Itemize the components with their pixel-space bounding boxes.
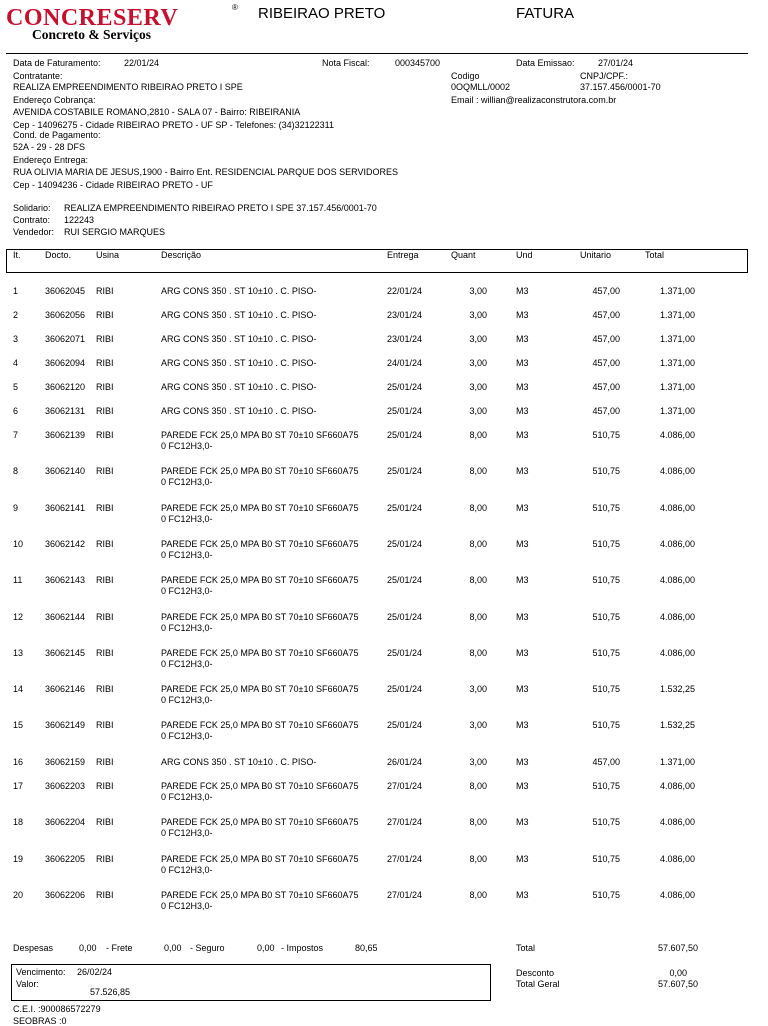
row-entrega: 25/01/24 [387, 502, 423, 513]
row-descricao: ARG CONS 350 . ST 10±10 . C. PISO- [161, 358, 317, 368]
row-und: M3 [516, 889, 529, 900]
row-descricao: PAREDE FCK 25,0 MPA B0 ST 70±10 SF660A75 [161, 611, 359, 622]
row-entrega: 25/01/24 [387, 647, 423, 658]
row-item-number: 20 [13, 889, 24, 900]
vendedor-label: Vendedor: [13, 227, 55, 237]
desconto-value: 0,00 [669, 968, 687, 978]
row-entrega: 25/01/24 [387, 611, 423, 622]
solidario-value: REALIZA EMPREENDIMENTO RIBEIRAO PRETO I SPE 37.157.456/0001-70 [64, 203, 377, 213]
row-quant: 8,00 [469, 502, 487, 513]
row-docto: 36062142 [45, 538, 86, 549]
row-entrega: 27/01/24 [387, 853, 423, 864]
contratante-value: REALIZA EMPREENDIMENTO RIBEIRAO PRETO I SPE [13, 82, 243, 92]
row-unitario: 510,75 [592, 430, 620, 440]
nota-fiscal-value: 000345700 [395, 58, 441, 68]
row-unitario: 510,75 [592, 781, 620, 791]
row-item-number: 12 [13, 611, 24, 622]
row-descricao: PAREDE FCK 25,0 MPA B0 ST 70±10 SF660A75 [161, 684, 359, 695]
nota-fiscal-label: Nota Fiscal: [322, 58, 370, 68]
row-usina: RIBI [96, 502, 114, 513]
cond-pagamento-label: Cond. de Pagamento: [13, 130, 101, 140]
col-header-usina: Usina [96, 250, 120, 260]
row-quant: 3,00 [469, 334, 487, 344]
row-unitario: 457,00 [592, 382, 620, 392]
row-item-number: 11 [13, 575, 23, 586]
row-und: M3 [516, 538, 529, 549]
row-usina: RIBI [96, 358, 114, 368]
row-entrega: 25/01/24 [387, 430, 423, 440]
row-und: M3 [516, 502, 529, 513]
despesas-value: 0,00 [79, 943, 97, 953]
row-quant: 3,00 [469, 358, 487, 368]
row-und: M3 [516, 575, 529, 586]
seguro-label: - Seguro [190, 943, 225, 953]
cnpj-label: CNPJ/CPF.: [580, 71, 629, 81]
row-total: 4.086,00 [659, 781, 695, 791]
row-quant: 8,00 [469, 611, 487, 622]
row-unitario: 457,00 [592, 334, 620, 344]
row-descricao-line2: 0 FC12H3,0- [161, 695, 213, 706]
row-docto: 36062146 [45, 684, 86, 695]
row-total: 1.371,00 [659, 286, 695, 296]
row-usina: RIBI [96, 575, 114, 586]
data-faturamento-value: 22/01/24 [124, 58, 160, 68]
row-unitario: 457,00 [592, 756, 620, 767]
row-usina: RIBI [96, 466, 114, 477]
row-docto: 36062204 [45, 817, 86, 828]
contrato-label: Contrato: [13, 215, 51, 225]
row-docto: 36062071 [45, 334, 86, 344]
contrato-value: 122243 [64, 215, 95, 225]
row-descricao-line2: 0 FC12H3,0- [161, 731, 213, 742]
row-unitario: 510,75 [592, 817, 620, 828]
row-unitario: 510,75 [592, 853, 620, 864]
row-entrega: 25/01/24 [387, 684, 423, 695]
row-item-number: 4 [13, 358, 19, 368]
cep-cobranca: Cep - 14096275 - Cidade RIBEIRAO PRETO - UF SP - Telefones: (34)32122311 [13, 120, 335, 130]
row-und: M3 [516, 310, 529, 320]
cep-entrega: Cep - 14094236 - Cidade RIBEIRAO PRETO - UF [13, 180, 213, 190]
endereco-entrega-label: Endereço Entrega: [13, 155, 89, 165]
row-usina: RIBI [96, 430, 114, 440]
cond-pagamento-value: 52A - 29 - 28 DFS [13, 142, 86, 152]
data-emissao-value: 27/01/24 [598, 58, 634, 68]
row-und: M3 [516, 406, 529, 416]
row-descricao: ARG CONS 350 . ST 10±10 . C. PISO- [161, 382, 317, 392]
despesas-label: Despesas [13, 943, 54, 953]
row-usina: RIBI [96, 286, 114, 296]
row-descricao-line2: 0 FC12H3,0- [161, 622, 213, 633]
cnpj-value: 37.157.456/0001-70 [580, 82, 661, 92]
row-descricao: ARG CONS 350 . ST 10±10 . C. PISO- [161, 406, 317, 416]
row-item-number: 10 [13, 538, 24, 549]
row-entrega: 25/01/24 [387, 466, 423, 477]
row-unitario: 510,75 [592, 466, 620, 477]
row-descricao-line2: 0 FC12H3,0- [161, 549, 213, 560]
row-usina: RIBI [96, 853, 114, 864]
row-descricao-line2: 0 FC12H3,0- [161, 586, 213, 597]
row-entrega: 27/01/24 [387, 817, 423, 828]
row-und: M3 [516, 466, 529, 477]
row-usina: RIBI [96, 889, 114, 900]
row-item-number: 5 [13, 382, 19, 392]
col-header-entrega: Entrega [387, 250, 419, 260]
row-quant: 3,00 [469, 310, 487, 320]
row-total: 4.086,00 [659, 817, 695, 828]
row-descricao: PAREDE FCK 25,0 MPA B0 ST 70±10 SF660A75 [161, 853, 359, 864]
row-item-number: 9 [13, 502, 19, 513]
row-unitario: 457,00 [592, 286, 620, 296]
row-docto: 36062139 [45, 430, 86, 440]
row-descricao: ARG CONS 350 . ST 10±10 . C. PISO- [161, 310, 317, 320]
row-unitario: 457,00 [592, 310, 620, 320]
row-usina: RIBI [96, 406, 114, 416]
row-docto: 36062149 [45, 720, 86, 731]
row-descricao: PAREDE FCK 25,0 MPA B0 ST 70±10 SF660A75 [161, 538, 359, 549]
row-quant: 3,00 [469, 406, 487, 416]
row-quant: 3,00 [469, 684, 487, 695]
seguro-value: 0,00 [257, 943, 275, 953]
row-total: 1.371,00 [659, 334, 695, 344]
row-quant: 8,00 [469, 817, 487, 828]
row-docto: 36062205 [45, 853, 86, 864]
row-descricao: PAREDE FCK 25,0 MPA B0 ST 70±10 SF660A75 [161, 720, 359, 731]
row-item-number: 18 [13, 817, 24, 828]
cei: C.E.I. :900086572279 [13, 1004, 101, 1014]
row-unitario: 457,00 [592, 358, 620, 368]
col-header-und: Und [516, 250, 533, 260]
endereco-cobranca-value: AVENIDA COSTABILE ROMANO,2810 - SALA 07 - Bairro: RIBEIRANIA [13, 107, 301, 117]
row-total: 1.371,00 [659, 756, 695, 767]
row-und: M3 [516, 430, 529, 440]
row-und: M3 [516, 382, 529, 392]
company-logo: CONCRESERV [6, 5, 179, 31]
impostos-value: 80,65 [355, 943, 378, 953]
row-item-number: 13 [13, 647, 24, 658]
row-item-number: 19 [13, 853, 24, 864]
row-entrega: 25/01/24 [387, 382, 423, 392]
row-und: M3 [516, 720, 529, 731]
row-descricao: PAREDE FCK 25,0 MPA B0 ST 70±10 SF660A75 [161, 575, 359, 586]
document-type: FATURA [516, 5, 575, 22]
row-quant: 3,00 [469, 720, 487, 731]
row-total: 1.371,00 [659, 310, 695, 320]
row-descricao-line2: 0 FC12H3,0- [161, 441, 213, 451]
row-item-number: 6 [13, 406, 19, 416]
email: Email : willian@realizaconstrutora.com.br [451, 95, 617, 105]
row-total: 4.086,00 [659, 430, 695, 440]
row-quant: 8,00 [469, 647, 487, 658]
row-und: M3 [516, 334, 529, 344]
data-faturamento-label: Data de Faturamento: [13, 58, 101, 68]
col-header-descricao: Descrição [161, 250, 202, 260]
row-descricao-line2: 0 FC12H3,0- [161, 477, 213, 488]
row-usina: RIBI [96, 817, 114, 828]
col-header-docto: Docto. [45, 250, 72, 260]
row-entrega: 26/01/24 [387, 756, 423, 767]
total-value: 57.607,50 [657, 943, 698, 953]
row-item-number: 3 [13, 334, 19, 344]
seobras: SEOBRAS :0 [13, 1016, 67, 1026]
header-city: RIBEIRAO PRETO [258, 5, 386, 22]
row-und: M3 [516, 853, 529, 864]
row-unitario: 510,75 [592, 720, 620, 731]
row-entrega: 24/01/24 [387, 358, 423, 368]
row-item-number: 1 [13, 286, 19, 296]
col-header-it: It. [13, 250, 21, 260]
row-docto: 36062131 [45, 406, 86, 416]
row-total: 4.086,00 [659, 889, 695, 900]
row-unitario: 510,75 [592, 502, 620, 513]
row-docto: 36062056 [45, 310, 86, 320]
row-usina: RIBI [96, 647, 114, 658]
row-item-number: 8 [13, 466, 19, 477]
row-total: 4.086,00 [659, 466, 695, 477]
row-item-number: 17 [13, 781, 24, 791]
row-und: M3 [516, 817, 529, 828]
row-total: 1.371,00 [659, 358, 695, 368]
row-descricao: PAREDE FCK 25,0 MPA B0 ST 70±10 SF660A75 [161, 817, 359, 828]
row-descricao: PAREDE FCK 25,0 MPA B0 ST 70±10 SF660A75 [161, 502, 359, 513]
row-descricao: PAREDE FCK 25,0 MPA B0 ST 70±10 SF660A75 [161, 781, 359, 791]
row-docto: 36062206 [45, 889, 86, 900]
row-descricao-line2: 0 FC12H3,0- [161, 828, 213, 839]
row-quant: 3,00 [469, 382, 487, 392]
row-entrega: 23/01/24 [387, 310, 423, 320]
valor-label: Valor: [16, 979, 39, 989]
row-und: M3 [516, 647, 529, 658]
row-total: 1.532,25 [659, 684, 695, 695]
vendedor-value: RUI SERGIO MARQUES [64, 227, 166, 237]
row-usina: RIBI [96, 538, 114, 549]
row-descricao: PAREDE FCK 25,0 MPA B0 ST 70±10 SF660A75 [161, 430, 359, 440]
col-header-unitario: Unitario [580, 250, 612, 260]
row-unitario: 510,75 [592, 538, 620, 549]
total-geral-value: 57.607,50 [657, 979, 698, 989]
row-total: 4.086,00 [659, 538, 695, 549]
codigo-value: 0OQMLL/0002 [451, 82, 511, 92]
row-usina: RIBI [96, 720, 114, 731]
row-docto: 36062143 [45, 575, 86, 586]
row-descricao-line2: 0 FC12H3,0- [161, 864, 213, 875]
row-docto: 36062159 [45, 756, 86, 767]
frete-value: 0,00 [164, 943, 182, 953]
row-quant: 8,00 [469, 575, 487, 586]
row-item-number: 14 [13, 684, 24, 695]
total-label: Total [516, 943, 536, 953]
row-total: 4.086,00 [659, 502, 695, 513]
row-entrega: 27/01/24 [387, 889, 423, 900]
row-quant: 8,00 [469, 538, 487, 549]
row-und: M3 [516, 286, 529, 296]
row-docto: 36062203 [45, 781, 86, 791]
row-item-number: 16 [13, 756, 24, 767]
row-entrega: 27/01/24 [387, 781, 423, 791]
total-geral-label: Total Geral [516, 979, 560, 989]
row-descricao: PAREDE FCK 25,0 MPA B0 ST 70±10 SF660A75 [161, 466, 359, 477]
row-descricao-line2: 0 FC12H3,0- [161, 513, 213, 524]
row-descricao: ARG CONS 350 . ST 10±10 . C. PISO- [161, 286, 317, 296]
row-entrega: 25/01/24 [387, 575, 423, 586]
row-quant: 8,00 [469, 853, 487, 864]
row-total: 1.532,25 [659, 720, 695, 731]
row-usina: RIBI [96, 334, 114, 344]
row-unitario: 510,75 [592, 611, 620, 622]
row-descricao: ARG CONS 350 . ST 10±10 . C. PISO- [161, 756, 317, 767]
vencimento-value: 26/02/24 [77, 967, 113, 977]
row-docto: 36062145 [45, 647, 86, 658]
row-descricao-line2: 0 FC12H3,0- [161, 658, 213, 669]
row-quant: 8,00 [469, 430, 487, 440]
row-usina: RIBI [96, 781, 114, 791]
row-usina: RIBI [96, 756, 114, 767]
row-descricao-line2: 0 FC12H3,0- [161, 792, 213, 802]
row-descricao-line2: 0 FC12H3,0- [161, 900, 213, 911]
row-und: M3 [516, 358, 529, 368]
row-quant: 3,00 [469, 756, 487, 767]
row-item-number: 7 [13, 430, 19, 440]
contratante-label: Contratante: [13, 71, 63, 81]
endereco-cobranca-label: Endereço Cobrança: [13, 95, 96, 105]
row-descricao: ARG CONS 350 . ST 10±10 . C. PISO- [161, 334, 317, 344]
endereco-entrega-value: RUA OLIVIA MARIA DE JESUS,1900 - Bairro Ent. RESIDENCIAL PARQUE DOS SERVIDORES [13, 167, 398, 177]
row-unitario: 510,75 [592, 889, 620, 900]
row-docto: 36062141 [45, 502, 86, 513]
row-item-number: 15 [13, 720, 24, 731]
row-docto: 36062094 [45, 358, 86, 368]
row-entrega: 25/01/24 [387, 720, 423, 731]
vencimento-label: Vencimento: [16, 967, 66, 977]
row-unitario: 510,75 [592, 684, 620, 695]
row-usina: RIBI [96, 684, 114, 695]
row-unitario: 510,75 [592, 647, 620, 658]
valor-value: 57.526,85 [90, 987, 131, 997]
company-tagline: Concreto & Serviços [32, 27, 151, 42]
row-docto: 36062120 [45, 382, 86, 392]
col-header-total: Total [645, 250, 665, 260]
registered-mark: ® [232, 3, 238, 12]
row-und: M3 [516, 611, 529, 622]
row-und: M3 [516, 781, 529, 791]
impostos-label: - Impostos [281, 943, 324, 953]
data-emissao-label: Data Emissao: [516, 58, 575, 68]
row-entrega: 22/01/24 [387, 286, 423, 296]
row-descricao: PAREDE FCK 25,0 MPA B0 ST 70±10 SF660A75 [161, 889, 359, 900]
row-docto: 36062045 [45, 286, 86, 296]
row-quant: 8,00 [469, 781, 487, 791]
row-docto: 36062144 [45, 611, 86, 622]
codigo-label: Codigo [451, 71, 480, 81]
row-total: 1.371,00 [659, 382, 695, 392]
row-entrega: 23/01/24 [387, 334, 423, 344]
row-entrega: 25/01/24 [387, 538, 423, 549]
row-usina: RIBI [96, 382, 114, 392]
row-total: 4.086,00 [659, 575, 695, 586]
row-und: M3 [516, 756, 529, 767]
row-usina: RIBI [96, 310, 114, 320]
desconto-label: Desconto [516, 968, 555, 978]
row-und: M3 [516, 684, 529, 695]
row-entrega: 25/01/24 [387, 406, 423, 416]
row-item-number: 2 [13, 310, 19, 320]
row-quant: 3,00 [469, 286, 487, 296]
row-total: 1.371,00 [659, 406, 695, 416]
row-unitario: 457,00 [592, 406, 620, 416]
frete-label: - Frete [106, 943, 133, 953]
header-divider [6, 53, 748, 54]
row-descricao: PAREDE FCK 25,0 MPA B0 ST 70±10 SF660A75 [161, 647, 359, 658]
row-docto: 36062140 [45, 466, 86, 477]
col-header-quant: Quant [451, 250, 476, 260]
row-unitario: 510,75 [592, 575, 620, 586]
row-total: 4.086,00 [659, 853, 695, 864]
solidario-label: Solidario: [13, 203, 51, 213]
row-total: 4.086,00 [659, 611, 695, 622]
row-quant: 8,00 [469, 889, 487, 900]
row-total: 4.086,00 [659, 647, 695, 658]
row-quant: 8,00 [469, 466, 487, 477]
row-usina: RIBI [96, 611, 114, 622]
